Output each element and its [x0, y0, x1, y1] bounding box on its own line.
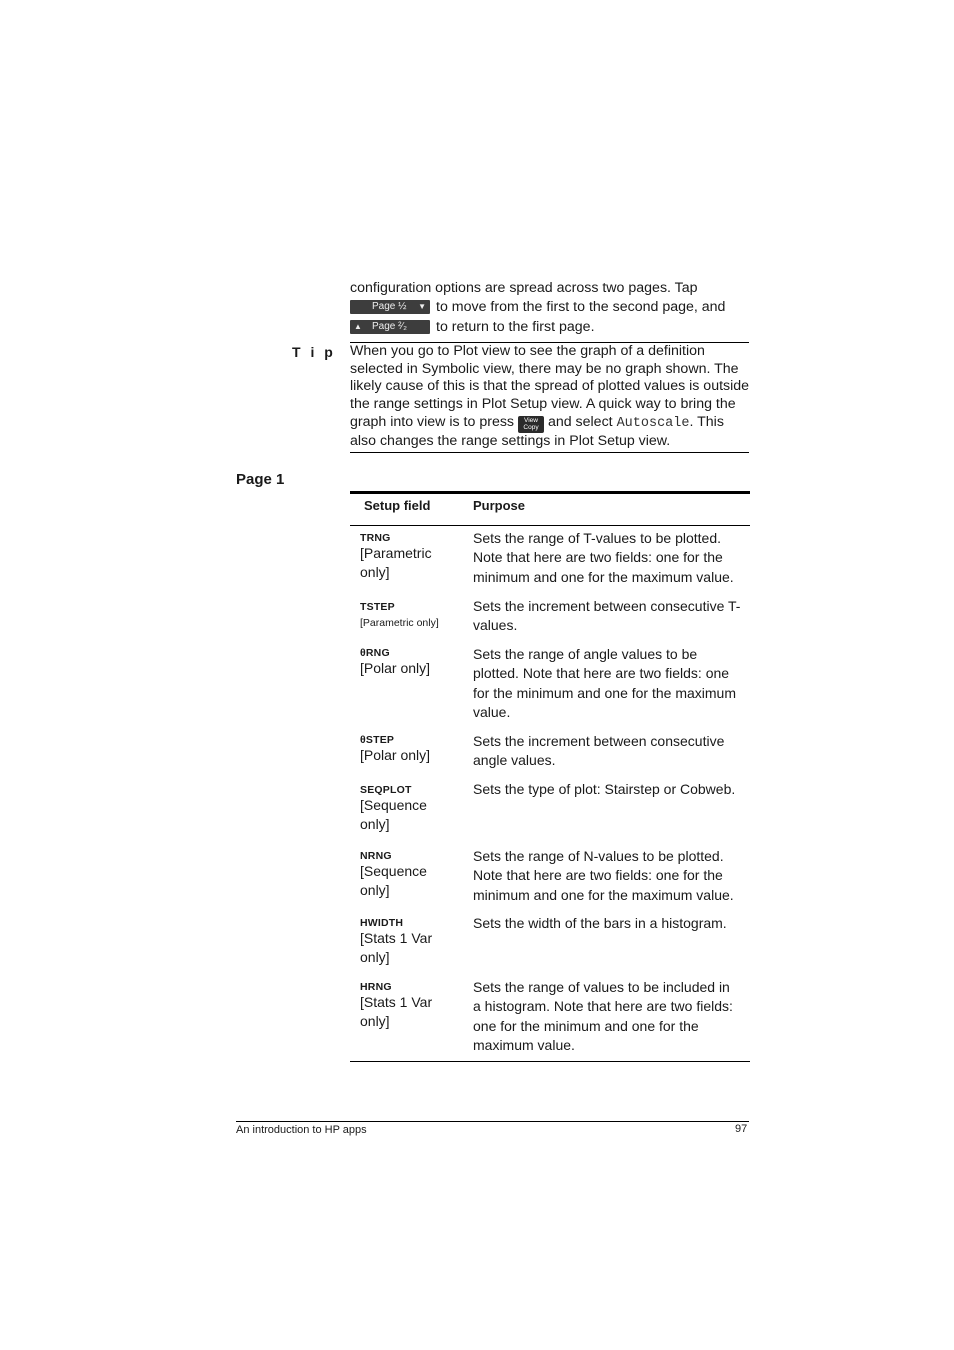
- field-name: TSTEP: [360, 601, 395, 613]
- field-note: [Parametric only]: [360, 545, 432, 580]
- arrow-down-icon: ▼: [418, 302, 426, 312]
- field-note: [Sequence only]: [360, 863, 427, 898]
- tip-text: When you go to Plot view to see the graph of a definition selected in Symbolic view, there may be no graph shown. The likely cause of this is that the spread of plotted values is outside the range settings in Plot Setup view. A quick way to bring the graph into view is to press View Copy and select Autoscale. This also changes the range settings in Plot Setup view.: [350, 343, 750, 449]
- footer-rule: [236, 1121, 749, 1122]
- header-purpose: Purpose: [473, 498, 526, 513]
- field-name: NRNG: [360, 850, 392, 862]
- header-rule: [350, 525, 750, 526]
- page-next-softkey[interactable]: Page ½ ▼: [350, 300, 430, 314]
- field-purpose: Sets the range of T-values to be plotted. Note that here are two fields: one for the minimum and one for the maximum value.: [473, 530, 734, 585]
- table-row: [360, 532, 455, 582]
- intro-line-2: Page ½ ▼ to move from the first to the second page, and: [350, 298, 725, 317]
- field-note: [Sequence only]: [360, 797, 427, 832]
- field-name: SEQPLOT: [360, 784, 412, 796]
- field-purpose: Sets the increment between consecutive T-values.: [473, 598, 741, 634]
- intro-line-3: ▲ Page ²⁄₂ to return to the first page.: [350, 318, 595, 337]
- field-purpose: Sets the increment between consecutive angle values.: [473, 733, 725, 769]
- field-note: [Polar only]: [360, 660, 431, 676]
- view-key-icon[interactable]: View Copy: [518, 416, 544, 433]
- field-note: [Parametric only]: [360, 617, 439, 629]
- autoscale-code: Autoscale: [616, 415, 690, 431]
- field-note: [Stats 1 Var only]: [360, 994, 433, 1029]
- table-row: [360, 784, 455, 834]
- table-row: [360, 647, 455, 678]
- field-name: θRNG: [360, 647, 390, 659]
- field-purpose: Sets the type of plot: Stairstep or Cobweb.: [473, 781, 736, 797]
- footer-title: An introduction to HP apps: [236, 1124, 367, 1136]
- intro-line-1: configuration options are spread across two pages. Tap: [350, 280, 698, 296]
- arrow-up-icon: ▲: [354, 322, 362, 332]
- table-bottom-rule: [350, 1061, 750, 1062]
- header-setup-field: Setup field: [364, 498, 431, 513]
- page-prev-softkey[interactable]: ▲ Page ²⁄₂: [350, 320, 430, 334]
- page-number: 97: [735, 1123, 748, 1135]
- tip-label: T i p: [292, 344, 336, 360]
- field-name: HWIDTH: [360, 917, 404, 929]
- field-name: HRNG: [360, 981, 392, 993]
- section-heading: Page 1: [236, 471, 285, 488]
- tip-bottom-rule: [350, 452, 749, 453]
- table-row: [360, 981, 455, 1031]
- table-row: [360, 734, 455, 765]
- field-purpose: Sets the width of the bars in a histogram.: [473, 915, 727, 931]
- field-purpose: Sets the range of values to be included in a histogram. Note that here are two fields: one for the minimum and one for the maximum value.: [473, 979, 733, 1054]
- table-row: [360, 601, 460, 629]
- field-purpose: Sets the range of N-values to be plotted. Note that here are two fields: one for the minimum and one for the maximum value.: [473, 848, 734, 903]
- field-name: θSTEP: [360, 734, 395, 746]
- field-note: [Stats 1 Var only]: [360, 930, 433, 965]
- field-name: TRNG: [360, 532, 391, 544]
- table-row: [360, 850, 455, 900]
- table-row: [360, 917, 455, 967]
- field-note: [Polar only]: [360, 747, 431, 763]
- table-top-rule: [350, 491, 750, 494]
- field-purpose: Sets the range of angle values to be plotted. Note that here are two fields: one for the minimum and one for the maximum value.: [473, 646, 736, 721]
